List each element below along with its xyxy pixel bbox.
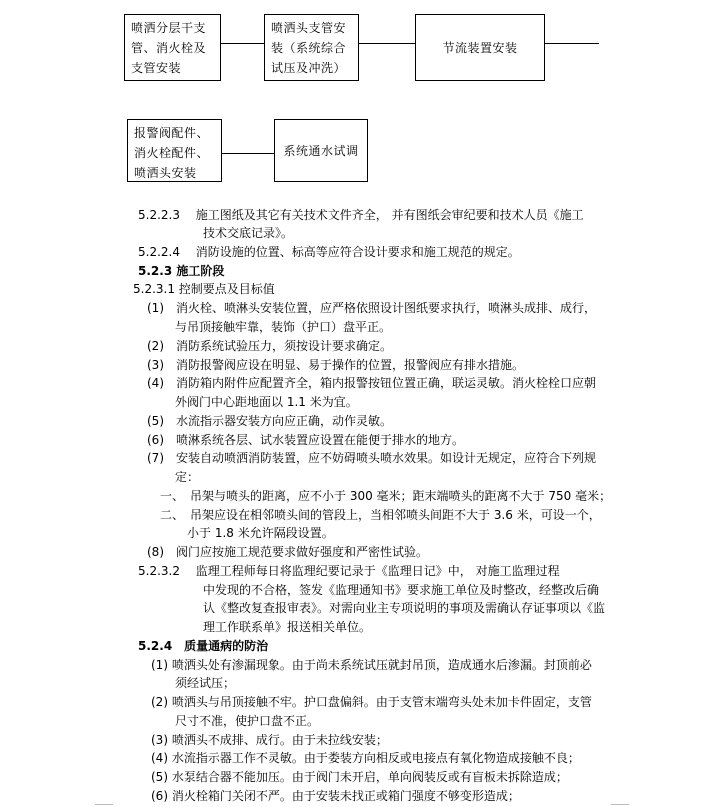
text-line: 理工作联系单》报送相关单位。 [203,620,372,634]
flow-box-pipe-install-text: 喷洒分层干支管、消火栓及支管安装 [131,21,207,75]
text-line: 5.2.3.1 控制要点及目标值 [133,282,275,296]
text-line: (6) 喷淋系统各层、试水装置应设置在能便于排水的地方。 [147,433,465,447]
text-line: (5) 水泵结合器不能加压。由于阀门未开启，单向阀装反或有盲板未拆除造成； [151,770,568,784]
section-heading: 5.2.3 施工阶段 [138,264,225,278]
text-line: 须经试压； [175,676,236,690]
text-line: (3) 消防报警阀应设在明显、易于操作的位置，报警阀应有排水措施。 [147,358,525,372]
text-line: 中发现的不合格，签发《监理通知书》要求施工单位及时整改，经整改后确 [203,583,600,597]
text-line: 外阀门中心距地面以 1.1 米为宜。 [175,395,358,409]
text-line: 5.2.3.2 监理工程师每日将监理纪要记录于《监理日记》中， 对施工监理过程 [138,564,560,578]
text-line: (8) 阀门应按施工规范要求做好强度和严密性试验。 [147,545,429,559]
flow-connector [221,43,264,44]
text-line: 定： [175,470,200,484]
flow-box-water-test-text: 系统通水试调 [283,143,359,158]
flow-box-throttle-install-text: 节流装置安装 [442,40,518,55]
text-line: (2) 消防系统试验压力，须按设计要求确定。 [147,339,392,353]
flow-connector [545,43,599,44]
flow-connector [359,43,415,44]
text-line: (6) 消火栓箱门关闭不严。由于安装未找正或箱门强度不够变形造成； [151,789,520,803]
text-line: (1) 喷洒头处有渗漏现象。由于尚未系统试压就封吊顶，造成通水后渗漏。封顶前必 [151,658,592,672]
text-line: 认《整改复查报审表》。对需向业主专项说明的事项及需确认存证事项以《监 [203,601,606,615]
text-line: 一、 吊架与喷头的距离，应不小于 300 毫米；距末端喷头的距离不大于 750 毫米； [160,489,612,503]
flow-box-water-test [274,119,368,182]
text-line: (4) 水流指示器工作不灵敏。由于娄装方向相反或电接点有氧化物造成接触不良； [151,751,580,765]
section-heading: 5.2.4 质量通病的防治 [138,639,269,653]
text-line: (5) 水流指示器安装方向应正确，动作灵敏。 [147,414,392,428]
text-line: (3) 喷洒头不成排、成行。由于未拉线安装； [151,733,388,747]
page-corner-mark [95,804,113,805]
text-line: (1) 消火栓、喷淋头安装位置，应严格依照设计图纸要求执行，喷淋头成排、成行， [147,301,597,315]
text-line: 5.2.2.4 消防设施的位置、标高等应符合设计要求和施工规范的规定。 [138,245,520,259]
text-line: 与吊顶接触牢靠，装饰（护口）盘平正。 [175,320,392,334]
flow-box-throttle-install [415,14,545,81]
text-line: (4) 消防箱内附件应配置齐全，箱内报警按钮位置正确，联运灵敏。消火栓栓口应朝 [147,376,597,390]
flow-box-pipe-install [124,14,221,81]
flow-box-fittings-install-text: 报警阀配件、消火栓配件、喷洒头安装 [134,126,210,180]
text-line: 小于 1.8 米允许隔段设置。 [187,526,334,540]
text-line: 二、 吊架应设在相邻喷头间的管段上，当相邻喷头间距不大于 3.6 米，可设一个， [160,508,601,522]
flow-box-branch-install-text: 喷洒头支管安装（系统综合试压及冲洗） [271,21,347,75]
flow-box-branch-install [264,14,359,81]
text-line: 尺寸不准，使护口盘不正。 [175,714,320,728]
flow-connector [222,153,274,154]
flow-box-fittings-install [127,119,222,182]
text-line: 技术交底记录》。 [203,226,294,240]
text-line: (7) 安装自动喷洒消防装置，应不妨碍喷头喷水效果。如设计无规定，应符合下列规 [147,451,597,465]
page-corner-mark [611,804,629,805]
text-line: (2) 喷洒头与吊顶接触不牢。护口盘偏斜。由于支管末端弯头处未加卡件固定，支管 [151,695,592,709]
text-line: 5.2.2.3 施工图纸及其它有关技术文件齐全， 并有图纸会审纪要和技术人员《施工 [138,208,584,222]
